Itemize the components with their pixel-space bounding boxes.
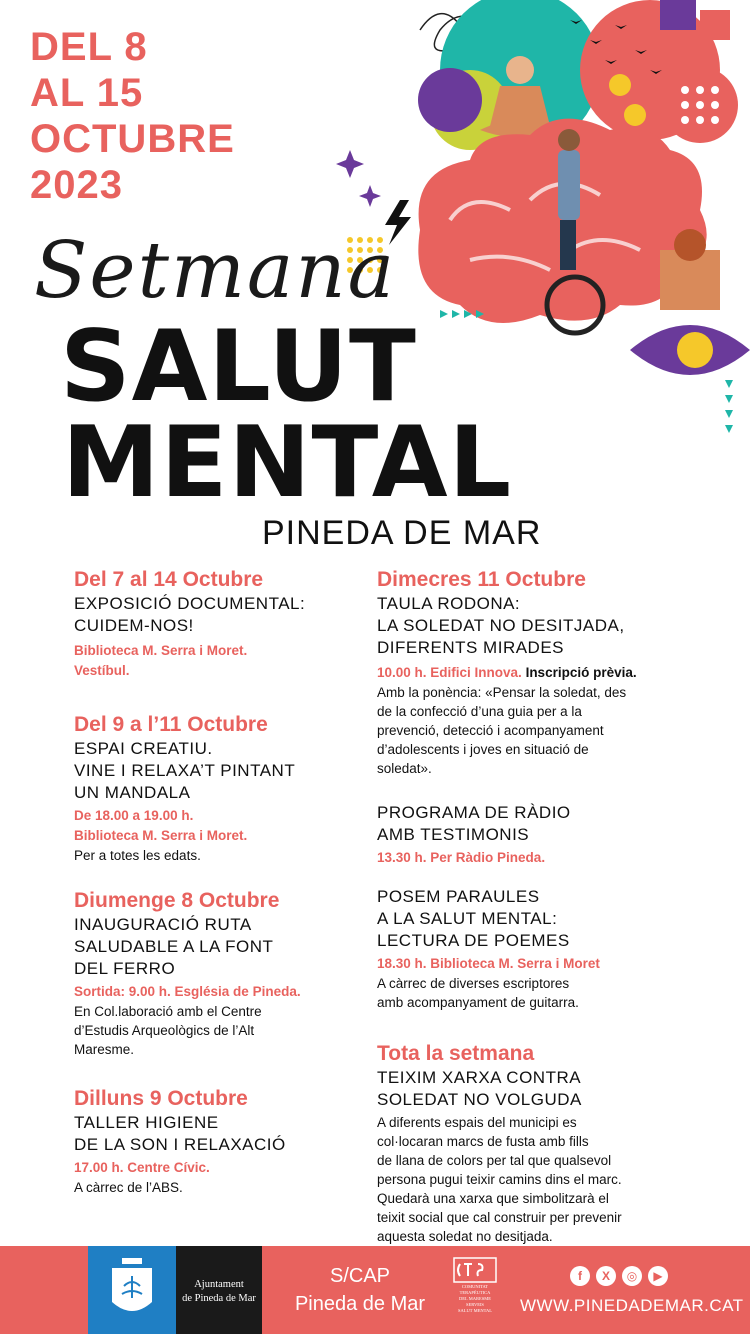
event-title: LA SOLEDAT NO DESITJADA, <box>377 616 625 635</box>
registration-note: Inscripció prèvia. <box>525 665 637 680</box>
ctsm-logo <box>450 1256 500 1324</box>
scap-line: S/CAP <box>329 1265 391 1287</box>
event-title: DEL FERRO <box>74 959 176 978</box>
event-title: INAUGURACIÓ RUTA <box>74 915 252 934</box>
event-description: A càrrec de diverses escriptores <box>377 976 570 991</box>
event-description: A càrrec de l’ABS. <box>74 1180 183 1195</box>
event-title: TALLER HIGIENE <box>74 1113 219 1132</box>
ajuntament-label: de Pineda de Mar <box>182 1293 256 1304</box>
event-block <box>74 887 414 1059</box>
event-time: Sortida: 9.00 h. Església de Pineda. <box>74 984 301 999</box>
event-title: TAULA RODONA: <box>377 594 521 613</box>
event-location: Biblioteca M. Serra i Moret. <box>74 643 248 658</box>
date-line: AL 15 <box>30 71 144 115</box>
footer <box>0 1246 750 1334</box>
event-title: PROGRAMA DE RÀDIO <box>377 803 571 822</box>
event-title: UN MANDALA <box>74 783 191 802</box>
ctsm-text: COMUNITAT <box>461 1284 489 1289</box>
event-title: DIFERENTS MIRADES <box>377 638 565 657</box>
event-block <box>74 711 414 865</box>
event-date: Del 9 a l’11 Octubre <box>74 713 268 736</box>
event-description: col·locaran marcs de fusta amb fills <box>377 1134 589 1149</box>
event-description: En Col.laboració amb el Centre <box>74 1004 262 1019</box>
event-title: A LA SALUT MENTAL: <box>377 909 558 928</box>
event-description: soledat». <box>377 761 432 776</box>
event-time: De 18.00 a 19.00 h. <box>74 808 194 823</box>
event-description: de llana de colors per tal que qualsevol <box>377 1153 612 1168</box>
event-location: Vestíbul. <box>74 663 130 678</box>
event-block <box>74 1085 414 1197</box>
event-date: Dilluns 9 Octubre <box>74 1087 248 1110</box>
event-time <box>377 663 737 683</box>
ajuntament-logo <box>176 1246 262 1334</box>
city-name: PINEDA DE MAR <box>262 514 542 552</box>
event-description: aquesta soledat no desitjada. <box>377 1229 553 1244</box>
ctsm-text: DEL MARESME <box>459 1296 491 1301</box>
ajuntament-label: Ajuntament <box>194 1279 244 1290</box>
social-links <box>570 1266 668 1286</box>
event-title: TEIXIM XARXA CONTRA <box>377 1068 582 1087</box>
x-icon[interactable]: X <box>596 1266 616 1286</box>
event-description: Quedarà una xarxa que simbolitzarà el <box>377 1191 609 1206</box>
title-setmana: Setmana <box>34 226 397 316</box>
title-mental: MENTAL <box>62 406 513 520</box>
event-block <box>377 566 737 778</box>
event-title: SALUDABLE A LA FONT <box>74 937 274 956</box>
ctsm-text: SERVEIS <box>466 1302 484 1307</box>
event-title: SOLEDAT NO VOLGUDA <box>377 1090 582 1109</box>
website-link[interactable]: WWW.PINEDADEMAR.CAT <box>520 1296 744 1315</box>
shield-icon <box>88 1246 176 1334</box>
title-salut: SALUT <box>60 310 417 424</box>
date-line: OCTUBRE <box>30 117 235 161</box>
event-title: ESPAI CREATIU. <box>74 739 213 758</box>
event-description: Maresme. <box>74 1042 135 1057</box>
event-time: 17.00 h. Centre Cívic. <box>74 1160 210 1175</box>
hero <box>0 0 750 560</box>
event-description: A diferents espais del municipi es <box>377 1115 577 1130</box>
program-right-column <box>377 566 737 1246</box>
event-title: EXPOSICIÓ DOCUMENTAL: <box>74 594 306 613</box>
ctsm-text: SALUT MENTAL <box>458 1308 492 1313</box>
event-title: VINE I RELAXA’T PINTANT <box>74 761 296 780</box>
event-description: de la confecció d’una guia per a la <box>377 704 582 719</box>
event-date: Dimecres 11 Octubre <box>377 568 586 591</box>
event-title: LECTURA DE POEMES <box>377 931 570 950</box>
scap-line: Pineda de Mar <box>294 1293 426 1315</box>
event-dates <box>30 24 235 208</box>
event-location: 10.00 h. Edifici Innova. <box>377 665 522 680</box>
event-date: Diumenge 8 Octubre <box>74 889 280 912</box>
event-description: persona pugui teixir camins dins el marc. <box>377 1172 622 1187</box>
date-line: DEL 8 <box>30 25 148 69</box>
date-line: 2023 <box>30 163 123 207</box>
ajuntament-shield <box>88 1246 176 1334</box>
event-date: Del 7 al 14 Octubre <box>74 568 264 591</box>
event-title: AMB TESTIMONIS <box>377 825 530 844</box>
event-description: d’adolescents i joves en situació de <box>377 742 589 757</box>
event-block <box>377 886 737 1012</box>
instagram-icon[interactable]: ◎ <box>622 1266 642 1286</box>
event-title: DE LA SON I RELAXACIÓ <box>74 1135 286 1154</box>
event-description: prevenció, detecció i acompanyament <box>377 723 604 738</box>
event-location: Biblioteca M. Serra i Moret. <box>74 828 248 843</box>
facebook-icon[interactable]: f <box>570 1266 590 1286</box>
scap-label <box>270 1262 450 1318</box>
event-title: POSEM PARAULES <box>377 887 540 906</box>
event-description: Per a totes les edats. <box>74 848 201 863</box>
event-title: CUIDEM-NOS! <box>74 616 194 635</box>
event-description: teixit social que cal construir per prevenir <box>377 1210 622 1225</box>
ctsm-text: TERAPÈUTICA <box>459 1290 491 1295</box>
event-time: 18.30 h. Biblioteca M. Serra i Moret <box>377 956 600 971</box>
event-description: d’Estudis Arqueològics de l’Alt <box>74 1023 255 1038</box>
event-time: 13.30 h. Per Ràdio Pineda. <box>377 850 546 865</box>
event-block <box>377 1040 737 1246</box>
event-date: Tota la setmana <box>377 1042 535 1065</box>
event-block <box>377 802 737 868</box>
youtube-icon[interactable]: ▶ <box>648 1266 668 1286</box>
event-description: Amb la ponència: «Pensar la soledat, des <box>377 685 627 700</box>
event-block <box>74 566 414 681</box>
event-description: amb acompanyament de guitarra. <box>377 995 579 1010</box>
program-left-column <box>74 566 414 1197</box>
